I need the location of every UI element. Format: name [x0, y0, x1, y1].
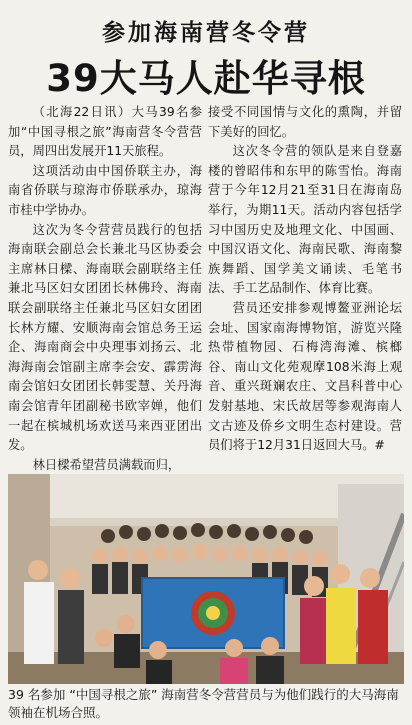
paragraph-hope-continued: 接受不同国情与文化的熏陶，并留下美好的回忆。 [208, 105, 402, 139]
group-photo-illustration [8, 474, 404, 684]
article-column-left [8, 103, 202, 475]
paragraph-leaders-activities: 这次冬令营的领队是来自登嘉楼的曾昭伟和东甲的陈雪怡。海南营于今年12月21至31日在海南岛举行，为期11天。活动内容包括学习中国历史及地理文化、中国画、中国汉语文化、海南民歌、海南黎族舞蹈、国学美文诵读、毛笔书法、手工艺品制作、体育比赛。 [208, 144, 402, 296]
article-kicker: 参加海南营冬令营 [102, 20, 310, 46]
group-photo [8, 474, 404, 684]
photo-caption: 39 名参加 “中国寻根之旅” 海南营冬令营营员与为他们践行的大马海南领袖在机场合照。 [8, 687, 399, 720]
article-headline: 39大马人赴华寻根 [46, 57, 366, 100]
paragraph-send-off: 这次为冬令营营员践行的包括海南联会副总会长兼北马区协委会主席林日樑、海南联会副联络主任兼北马区妇女团团长林佛玲、海南联会副联络主任兼北马区妇女团团长林方耀、安顺海南会馆总务王运企、海南商会中央理事刘扬云、北海海南会馆副主席李会安、霹雳海南会馆妇女团团长韩雯慧、关丹海南会馆青年团副秘书欧宰婵，他们一起在槟城机场欢送马来西亚团出发。 [8, 222, 202, 453]
paragraph-itinerary: 营员还安排参观博鳌亚洲论坛会址、国家南海博物馆，游览兴隆热带植物园、石梅湾海滩、槟榔谷、南山文化苑观摩108米海上观音、重兴斑斓农庄、文昌科普中心发射基地、宋氏故居等参观海南人文古迹及侨乡文明生态村建设。营员们将于12月31日返回大马。# [208, 300, 402, 453]
paragraph-organizers: 这项活动由中国侨联主办，海南省侨联与琼海市侨联承办，琼海市桂中学协办。 [8, 163, 202, 217]
paragraph-hope: 林日樑希望营员满载而归， [32, 457, 181, 472]
article-column-right [208, 103, 402, 456]
paragraph-dateline: （北海22日讯）大马39名参加“中国寻根之旅”海南营冬令营营员，周四出发展开11天旅程。 [8, 105, 202, 159]
